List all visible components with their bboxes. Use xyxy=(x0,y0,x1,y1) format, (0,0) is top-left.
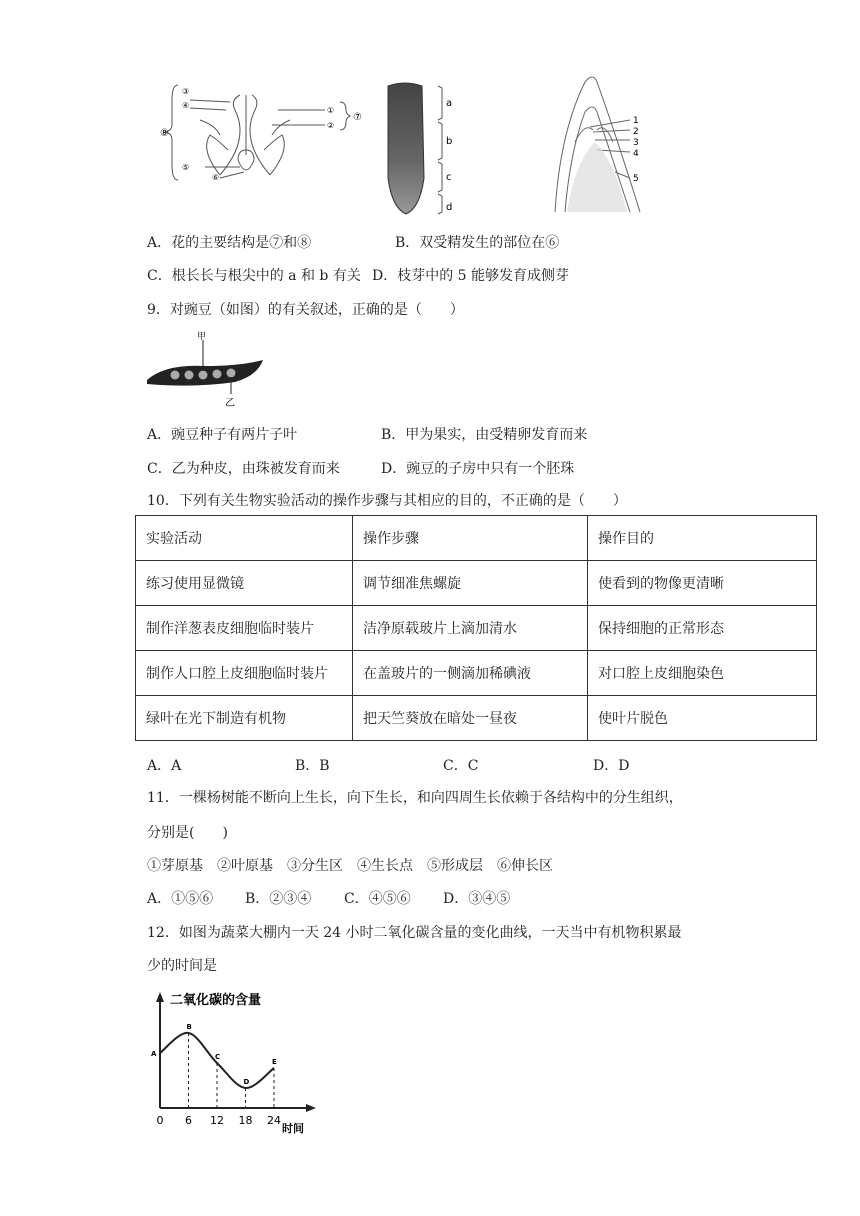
bud-label-1: 1 xyxy=(633,116,639,126)
x-tick-label: 0 xyxy=(156,1114,164,1127)
table-cell: 绿叶在光下制造有机物 xyxy=(136,696,353,741)
table-cell: 把天竺葵放在暗处一昼夜 xyxy=(353,696,588,741)
q11-items: ①芽原基 ②叶原基 ③分生区 ④生长点 ⑤形成层 ⑥伸长区 xyxy=(147,858,553,874)
q12-stem-line1: 12．如图为蔬菜大棚内一天 24 小时二氧化碳含量的变化曲线，一天当中有机物积累最 xyxy=(147,925,682,941)
pea-pod-figure xyxy=(145,330,275,410)
table-row xyxy=(136,651,817,696)
pea-label-yi: 乙 xyxy=(225,398,235,409)
x-axis-arrow xyxy=(306,1104,316,1112)
table-cell: 使叶片脱色 xyxy=(588,696,817,741)
q10-option-a: A．A xyxy=(147,758,182,774)
q11-stem-line2: 分别是( ) xyxy=(147,825,228,841)
q10-option-d: D．D xyxy=(593,758,630,774)
table-cell: 在盖玻片的一侧滴加稀碘液 xyxy=(353,651,588,696)
root-label-a: a xyxy=(446,98,453,109)
x-tick-label: 18 xyxy=(238,1114,253,1127)
q12-stem-line2: 少的时间是 xyxy=(147,958,217,974)
table-cell: 制作洋葱表皮细胞临时装片 xyxy=(136,606,353,651)
y-axis-label: 二氧化碳的含量 xyxy=(170,993,262,1008)
table-cell: 对口腔上皮细胞染色 xyxy=(588,651,817,696)
point-label-d: D xyxy=(243,1078,250,1086)
y-axis-arrow xyxy=(156,992,164,1002)
q9-stem: 9．对豌豆（如图）的有关叙述，正确的是（ ） xyxy=(147,302,464,318)
flower-label-6: ⑥ xyxy=(212,173,220,182)
point-label-a: A xyxy=(151,1050,157,1058)
q11-option-a: A．①⑤⑥ xyxy=(147,891,214,907)
flower-label-3: ③ xyxy=(182,87,190,96)
q11-option-d: D．③④⑤ xyxy=(443,891,511,907)
table-row xyxy=(136,696,817,741)
table-cell: 制作人口腔上皮细胞临时装片 xyxy=(136,651,353,696)
flower-label-2: ② xyxy=(327,121,335,130)
q9-option-d: D．豌豆的子房中只有一个胚珠 xyxy=(381,461,575,477)
table-cell: 练习使用显微镜 xyxy=(136,561,353,606)
q10-stem: 10．下列有关生物实验活动的操作步骤与其相应的目的，不正确的是（ ） xyxy=(147,493,627,509)
flower-label-5: ⑤ xyxy=(182,163,190,172)
root-label-c: c xyxy=(446,172,452,183)
x-tick-label: 12 xyxy=(210,1114,224,1127)
table-row xyxy=(136,561,817,606)
table-header-cell: 实验活动 xyxy=(136,516,353,561)
pea-label-jia: 甲 xyxy=(197,332,207,342)
flower-label-7: ⑦ xyxy=(353,112,362,123)
q8-option-d: D．枝芽中的 5 能够发育成侧芽 xyxy=(372,268,570,284)
q11-option-c: C．④⑤⑥ xyxy=(344,891,411,907)
root-tip-diagram xyxy=(370,78,470,218)
q9-option-a: A．豌豆种子有两片子叶 xyxy=(147,427,298,443)
bud-label-4: 4 xyxy=(633,149,639,159)
experiment-table xyxy=(135,515,817,741)
q10-option-c: C．C xyxy=(443,758,479,774)
root-label-b: b xyxy=(446,136,453,147)
root-label-d: d xyxy=(446,202,453,213)
table-cell: 调节细准焦螺旋 xyxy=(353,561,588,606)
x-tick-label: 6 xyxy=(185,1114,192,1127)
q9-option-b: B．甲为果实，由受精卵发育而来 xyxy=(381,427,588,443)
q8-option-b: B．双受精发生的部位在⑥ xyxy=(395,235,560,251)
table-cell: 保持细胞的正常形态 xyxy=(588,606,817,651)
q8-option-a: A．花的主要结构是⑦和⑧ xyxy=(147,235,312,251)
q11-stem-line1: 11．一棵杨树能不断向上生长，向下生长，和向四周生长依赖于各结构中的分生组织， xyxy=(147,790,683,806)
q11-option-b: B．②③④ xyxy=(245,891,312,907)
flower-label-1: ① xyxy=(327,106,335,115)
bud-label-5: 5 xyxy=(633,174,639,184)
bud-label-2: 2 xyxy=(633,127,639,137)
table-header-cell: 操作目的 xyxy=(588,516,817,561)
table-row xyxy=(136,606,817,651)
flower-diagram xyxy=(160,80,370,190)
point-label-e: E xyxy=(272,1058,277,1066)
flower-label-8: ⑧ xyxy=(160,128,169,139)
table-cell: 洁净原载玻片上滴加清水 xyxy=(353,606,588,651)
x-tick-label: 24 xyxy=(267,1114,281,1127)
point-label-c: C xyxy=(215,1053,221,1061)
point-label-b: B xyxy=(186,1023,192,1031)
table-cell: 使看到的物像更清晰 xyxy=(588,561,817,606)
flower-label-4: ④ xyxy=(182,101,190,110)
bud-label-3: 3 xyxy=(633,138,639,148)
q9-option-c: C．乙为种皮，由珠被发育而来 xyxy=(147,461,340,477)
q8-option-c: C．根长长与根尖中的 a 和 b 有关 xyxy=(147,268,361,284)
co2-curve-chart xyxy=(148,990,318,1136)
bud-diagram xyxy=(545,72,665,220)
table-header-cell: 操作步骤 xyxy=(353,516,588,561)
q10-option-b: B．B xyxy=(295,758,330,774)
table-header-row xyxy=(136,516,817,561)
x-axis-label: 时间 xyxy=(282,1122,304,1135)
